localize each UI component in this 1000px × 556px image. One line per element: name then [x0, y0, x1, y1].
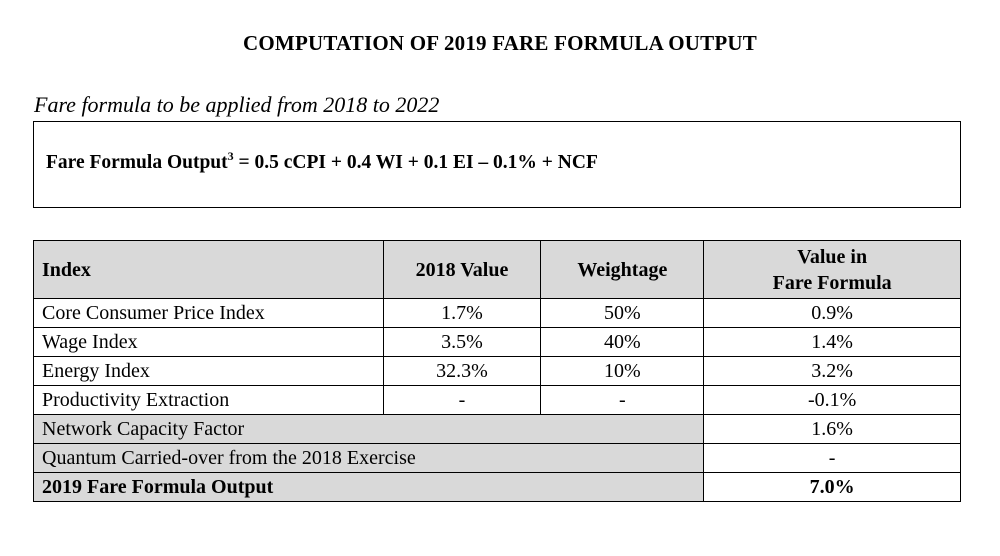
table-row: [34, 357, 961, 386]
table-row: [34, 299, 961, 328]
subtitle: Fare formula to be applied from 2018 to 2022: [34, 92, 440, 117]
formula-prefix: Fare Formula Output: [46, 152, 228, 173]
row-merged-label: Quantum Carried-over from the 2018 Exercise: [34, 444, 704, 473]
row-index: Wage Index: [34, 328, 384, 357]
row-weightage: 10%: [541, 357, 704, 386]
row-2018-value: 32.3%: [383, 357, 541, 386]
table-row: [34, 386, 961, 415]
formula: [46, 149, 598, 174]
row-weightage: -: [541, 386, 704, 415]
row-weightage: 40%: [541, 328, 704, 357]
row-value-in-formula: -0.1%: [704, 386, 961, 415]
row-index: Energy Index: [34, 357, 384, 386]
table-row: [34, 328, 961, 357]
header-index: Index: [34, 241, 384, 299]
fare-formula-table: [33, 240, 961, 502]
header-value-in-fare-formula: [704, 241, 961, 299]
row-value-in-formula: 0.9%: [704, 299, 961, 328]
table-header-row: [34, 241, 961, 299]
page-title: COMPUTATION OF 2019 FARE FORMULA OUTPUT: [243, 31, 757, 55]
table-row: [34, 415, 961, 444]
header-value-line2: Fare Formula: [772, 271, 892, 294]
row-weightage: 50%: [541, 299, 704, 328]
formula-expression: = 0.5 cCPI + 0.4 WI + 0.1 EI – 0.1% + NCF: [233, 152, 598, 173]
header-value-line1: Value in: [797, 245, 868, 268]
table-row: [34, 444, 961, 473]
total-label: 2019 Fare Formula Output: [34, 473, 704, 502]
header-2018-value: 2018 Value: [383, 241, 541, 299]
row-2018-value: -: [383, 386, 541, 415]
formula-footnote: 3: [227, 149, 234, 163]
row-index: Productivity Extraction: [34, 386, 384, 415]
row-merged-label: Network Capacity Factor: [34, 415, 704, 444]
row-value-in-formula: 3.2%: [704, 357, 961, 386]
row-value-in-formula: 1.6%: [704, 415, 961, 444]
total-value: 7.0%: [704, 473, 961, 502]
row-value-in-formula: -: [704, 444, 961, 473]
formula-box: [33, 121, 961, 208]
total-row: [34, 473, 961, 502]
row-value-in-formula: 1.4%: [704, 328, 961, 357]
header-weightage: Weightage: [541, 241, 704, 299]
row-2018-value: 3.5%: [383, 328, 541, 357]
row-index: Core Consumer Price Index: [34, 299, 384, 328]
row-2018-value: 1.7%: [383, 299, 541, 328]
